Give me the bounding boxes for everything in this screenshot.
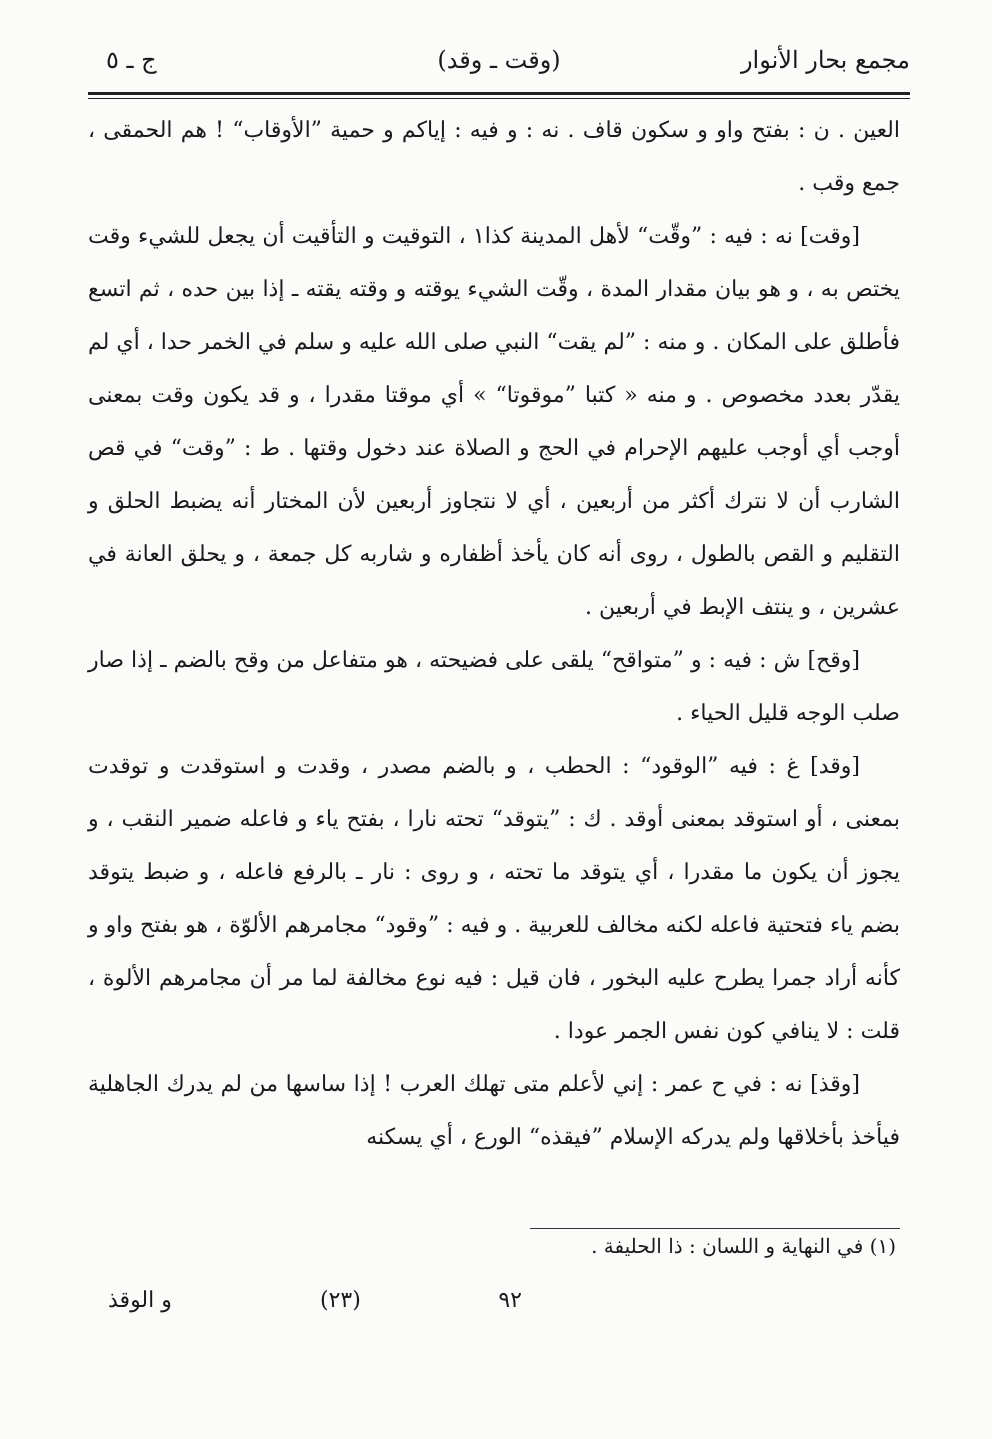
header-rule-thin xyxy=(88,98,910,99)
volume-number: ج ـ ٥ xyxy=(106,46,157,74)
header-rule-thick xyxy=(88,92,910,95)
footnote-rule xyxy=(530,1228,900,1229)
signature-mark: (٢٣) xyxy=(320,1288,361,1313)
page-number: ٩٢ xyxy=(498,1288,522,1313)
header-entry-range: (وقت ـ وقد) xyxy=(437,46,561,74)
page-footer xyxy=(100,1282,892,1322)
running-header xyxy=(88,38,910,88)
footnote: (١) في النهاية و اللسان : ذا الحليفة . xyxy=(591,1234,896,1258)
paragraph-continuation: العين . ن : بفتح واو و سكون قاف . نه : و فيه : إياكم و حمية ”الأوقاب“ ! هم الحمقى ، جمع وقب . xyxy=(88,118,900,196)
entry-waqdh: [وقذ] نه : في ح عمر : إني لأعلم متى تهلك العرب ! إذا ساسها من لم يدرك الجاهلية فيأخذ بأخلاقها ولم يدركه الإسلام ”فيقذه“ الورع ، أي يسكنه xyxy=(88,1072,900,1150)
entry-waqd: [وقد] غ : فيه ”الوقود“ : الحطب ، و بالضم مصدر ، وقدت و استوقدت و توقدت بمعنى ، أو استوقد بمعنى أوقد . ك : ”يتوقد“ تحته نارا ، بفتح ياء و فاعله ضمير النقب ، و يجوز أن يكون ما مقدرا ، أي يتوقد ما تحته ، و روى : نار ـ بالرفع فاعله ، و ضبط يتوقد بضم ياء فتحتية فاعله لكنه مخالف للعربية . و فيه : ”وقود“ مجامرهم الألوّة ، هو بفتح واو و كأنه أراد جمرا يطرح عليه البخور ، فان قيل : فيه نوع مخالفة لما مر أن مجامرهم الألوة ، قلت : لا ينافي كون نفس الجمر عودا . xyxy=(88,754,900,1044)
main-text xyxy=(88,104,900,1164)
catchword: و الوقذ xyxy=(108,1288,172,1313)
book-title: مجمع بحار الأنوار xyxy=(740,46,910,74)
entry-waqt: [وقت] نه : فيه : ”وقّت“ لأهل المدينة كذا١ ، التوقيت و التأقيت أن يجعل للشيء وقت يختص به ، و هو بيان مقدار المدة ، وقّت الشيء يوقته و وقته يقته ـ إذا بين حده ، ثم اتسع فأطلق على المكان . و منه : ”لم يقت“ النبي صلى الله عليه و سلم في الخمر حدا ، أي لم يقدّر بعدد مخصوص . و منه « كتبا ”موقوتا“ » أي موقتا مقدرا ، و قد يكون وقت بمعنى أوجب أي أوجب عليهم الإحرام في الحج و الصلاة عند دخول وقتها . ط : ”وقت“ في قص الشارب أن لا نترك أكثر من أربعين ، أي لا نتجاوز أربعين لأن المختار أنه يضبط الحلق و التقليم و القص بالطول ، روى أنه كان يأخذ أظفاره و شاربه كل جمعة ، و يحلق العانة في عشرين ، و ينتف الإبط في أربعين . xyxy=(88,224,900,620)
entry-waqh: [وقح] ش : فيه : و ”متواقح“ يلقى على فضيحته ، هو متفاعل من وقح بالضم ـ إذا صار صلب الوجه قليل الحياء . xyxy=(88,648,900,726)
